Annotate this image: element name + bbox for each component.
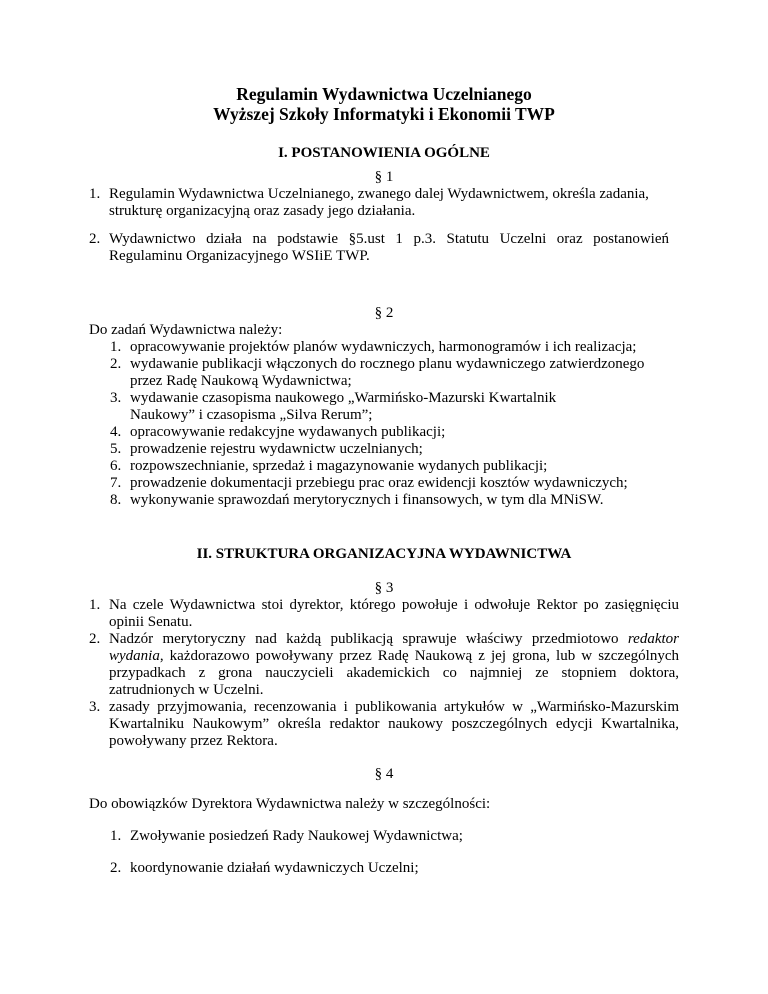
list-number: 3. <box>89 699 101 715</box>
list-number: 2. <box>89 231 101 247</box>
paragraph-4-item-2 <box>110 860 670 877</box>
list-item <box>89 356 679 390</box>
list-text: Regulamin Wydawnictwa Uczelnianego, zwanego dalej Wydawnictwem, określa zadania, strukturę organizacyjną oraz zasady jego działania. <box>109 186 649 219</box>
document-title-line-2: Wyższej Szkoły Informatyki i Ekonomii TWP <box>213 104 555 124</box>
list-item <box>89 339 679 356</box>
list-number: 6. <box>110 458 122 474</box>
list-number: 1. <box>89 597 101 613</box>
list-number: 3. <box>110 390 122 406</box>
list-item <box>89 424 679 441</box>
list-number: 8. <box>110 492 122 508</box>
list-number: 4. <box>110 424 122 440</box>
section-1-heading: I. POSTANOWIENIA OGÓLNE <box>278 145 490 161</box>
list-text: Wydawnictwo działa na podstawie §5.ust 1 p.3. Statutu Uczelni oraz postanowień Regulaminu Organizacyjnego WSIiE TWP. <box>109 231 669 264</box>
list-text: prowadzenie dokumentacji przebiegu prac oraz ewidencji kosztów wydawniczych; <box>130 475 628 491</box>
list-item <box>89 597 679 631</box>
list-text: wydawanie publikacji włączonych do rocznego planu wydawniczego zatwierdzonego przez Radę Naukową Wydawnictwa; <box>130 356 645 389</box>
list-number: 2. <box>110 860 122 876</box>
paragraph-1-item-1 <box>89 186 669 220</box>
list-number: 1. <box>110 828 122 844</box>
list-item <box>89 631 679 699</box>
paragraph-2-list <box>89 339 679 509</box>
italic-term: redaktor wydania <box>109 631 679 664</box>
list-item <box>89 441 679 458</box>
paragraph-4-intro: Do obowiązków Dyrektora Wydawnictwa należy w szczególności: <box>89 796 491 812</box>
paragraph-3-mark: § 3 <box>374 580 394 596</box>
list-number: 2. <box>110 356 122 372</box>
paragraph-2-intro: Do zadań Wydawnictwa należy: <box>89 322 283 338</box>
document-title-line-1: Regulamin Wydawnictwa Uczelnianego <box>236 84 532 104</box>
list-text: zasady przyjmowania, recenzowania i publikowania artykułów w „Warmińsko-Mazurskim Kwartalniku Naukowym” określa redaktor naukowy poszczególnych edycji Kwartalnika, powoływany przez Rektora. <box>109 699 679 749</box>
list-item <box>89 699 679 750</box>
list-text <box>109 631 679 699</box>
list-text: koordynowanie działań wydawniczych Uczelni; <box>130 860 419 876</box>
list-number: 2. <box>89 631 101 647</box>
paragraph-2-mark: § 2 <box>374 305 394 321</box>
list-text: opracowywanie projektów planów wydawniczych, harmonogramów i ich realizacja; <box>130 339 637 355</box>
paragraph-1-mark: § 1 <box>374 169 394 185</box>
paragraph-4-mark: § 4 <box>374 766 394 782</box>
list-number: 7. <box>110 475 122 491</box>
list-number: 1. <box>110 339 122 355</box>
list-item <box>89 458 679 475</box>
list-text: wydawanie czasopisma naukowego „Warmińsko-Mazurski Kwartalnik Naukowy” i czasopisma „Silva Rerum”; <box>130 390 557 423</box>
list-text-part: Nadzór merytoryczny nad każdą publikacją sprawuje właściwy przedmiotowo <box>109 631 628 647</box>
list-text-part: , każdorazowo powoływany przez Radę Naukową z jej grona, lub w szczególnych przypadkach z grona nauczycieli akademickich co najmniej ze stopniem doktora, zatrudnionych w Uczelni. <box>109 648 679 698</box>
list-text: Na czele Wydawnictwa stoi dyrektor, którego powołuje i odwołuje Rektor po zasięgnięciu opinii Senatu. <box>109 597 679 630</box>
list-number: 5. <box>110 441 122 457</box>
list-text: prowadzenie rejestru wydawnictw uczelnianych; <box>130 441 423 457</box>
section-2-heading: II. STRUKTURA ORGANIZACYJNA WYDAWNICTWA <box>196 546 572 562</box>
list-item <box>89 492 679 509</box>
list-item <box>89 475 679 492</box>
list-item <box>89 390 679 424</box>
list-text: Zwoływanie posiedzeń Rady Naukowej Wydawnictwa; <box>130 828 463 844</box>
list-text: rozpowszechnianie, sprzedaż i magazynowanie wydanych publikacji; <box>130 458 548 474</box>
paragraph-4-item-1 <box>110 828 670 845</box>
list-text: opracowywanie redakcyjne wydawanych publikacji; <box>130 424 446 440</box>
list-number: 1. <box>89 186 101 202</box>
paragraph-1-item-2 <box>89 231 669 265</box>
list-text: wykonywanie sprawozdań merytorycznych i finansowych, w tym dla MNiSW. <box>130 492 604 508</box>
paragraph-3-list <box>89 597 679 750</box>
